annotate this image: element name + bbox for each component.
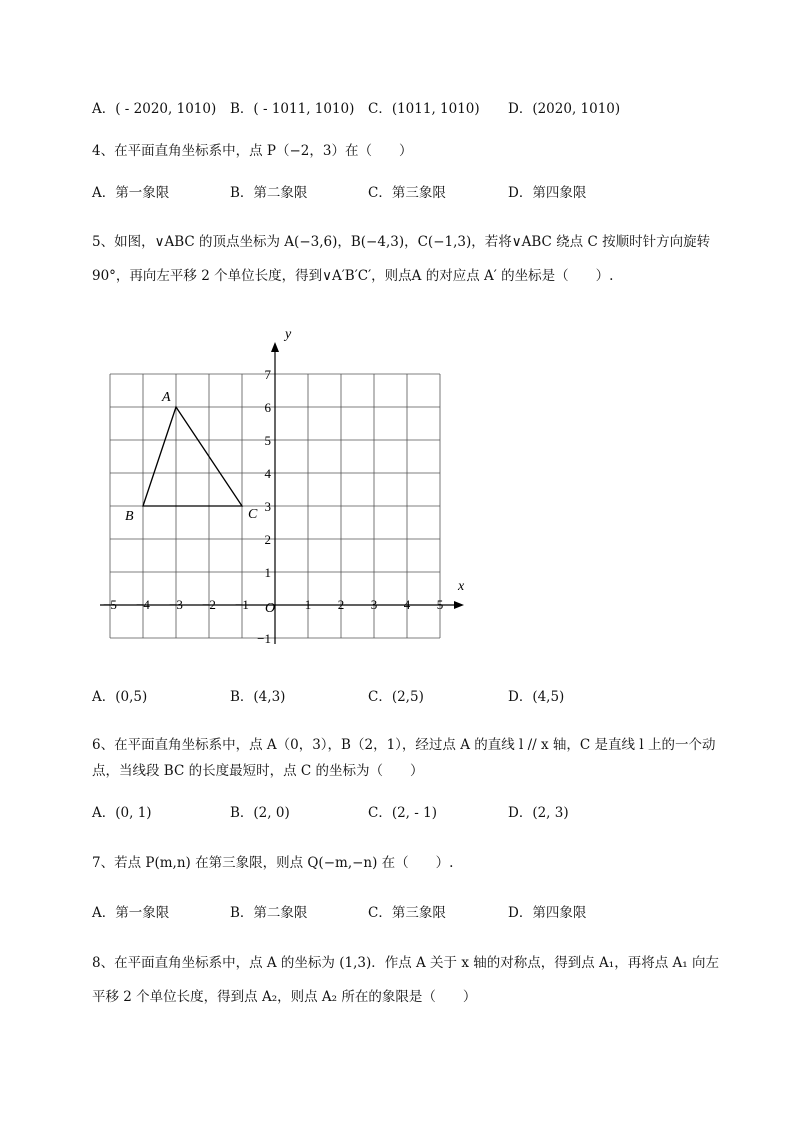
- x-tick-label: 4: [403, 597, 411, 612]
- origin-label: O: [265, 601, 276, 616]
- q6-option-a: A．(0, 1): [92, 805, 152, 821]
- q4-stem: 4、在平面直角坐标系中，点 P（−2，3）在（ ）: [92, 143, 413, 159]
- q6-stem-line2: 点，当线段 BC 的长度最短时，点 C 的坐标为（ ）: [92, 763, 424, 779]
- x-axis-arrow: [454, 601, 464, 609]
- q5-stem-line1: 5、如图，∨ABC 的顶点坐标为 A(−3,6)，B(−4,3)，C(−1,3)，若将∨ABC 绕点 C 按顺时针方向旋转: [92, 234, 711, 250]
- q4-option-a: A．第一象限: [92, 185, 170, 201]
- q6-option-b: B．(2, 0): [230, 805, 290, 821]
- x-tick-label: 3: [370, 597, 378, 612]
- q5-option-d: D．(4,5): [508, 689, 565, 705]
- x-tick-label: −5: [103, 597, 117, 612]
- y-tick-label: −1: [257, 631, 271, 646]
- x-tick-label: −4: [136, 597, 150, 612]
- q5-coordinate-figure: [95, 320, 475, 650]
- x-tick-label: −2: [202, 597, 216, 612]
- y-tick-label: 6: [264, 400, 271, 415]
- x-tick-label: 5: [436, 597, 444, 612]
- q5-figure-svg: [95, 320, 475, 650]
- y-axis-arrow: [271, 342, 279, 352]
- q6-option-d: D．(2, 3): [508, 805, 569, 821]
- y-tick-label: 1: [264, 565, 271, 580]
- q3-option-a: A．( - 2020, 1010): [92, 101, 217, 117]
- q4-option-d: D．第四象限: [508, 185, 587, 201]
- triangle-abc: [125, 390, 258, 524]
- x-tick-label: 2: [337, 597, 345, 612]
- q8-stem-line2: 平移 2 个单位长度，得到点 A₂，则点 A₂ 所在的象限是（ ）: [92, 989, 477, 1005]
- y-axis-label: y: [285, 327, 292, 342]
- x-tick-label: −3: [169, 597, 183, 612]
- vertex-label-c: C: [248, 507, 258, 522]
- x-tick-label: −1: [235, 597, 249, 612]
- y-tick-label: 7: [264, 367, 271, 382]
- q5-option-b: B．(4,3): [230, 689, 286, 705]
- q5-option-c: C．(2,5): [368, 689, 424, 705]
- x-tick-label: 1: [304, 597, 312, 612]
- x-axis-label: x: [458, 579, 465, 594]
- q7-option-a: A．第一象限: [92, 905, 170, 921]
- q3-option-b: B．( - 1011, 1010): [230, 101, 355, 117]
- q8-stem-line1: 8、在平面直角坐标系中，点 A 的坐标为 (1,3)．作点 A 关于 x 轴的对称点，得到点 A₁，再将点 A₁ 向左: [92, 955, 719, 971]
- q7-option-b: B．第二象限: [230, 905, 308, 921]
- q4-option-b: B．第二象限: [230, 185, 308, 201]
- y-tick-label: 2: [264, 532, 271, 547]
- q5-option-a: A．(0,5): [92, 689, 148, 705]
- q6-option-c: C．(2, - 1): [368, 805, 437, 821]
- q5-stem-line2: 90°，再向左平移 2 个单位长度，得到∨A′B′C′，则点A 的对应点 A′ 的坐标是（ ）.: [92, 268, 614, 284]
- q3-option-c: C．(1011, 1010): [368, 101, 480, 117]
- q4-option-c: C．第三象限: [368, 185, 446, 201]
- y-tick-label: 3: [264, 499, 271, 514]
- triangle-outline: [143, 407, 242, 506]
- vertex-label-a: A: [162, 390, 171, 405]
- y-tick-label: 5: [264, 433, 271, 448]
- q6-stem-line1: 6、在平面直角坐标系中，点 A（0，3），B（2，1），经过点 A 的直线 l // x 轴，C 是直线 l 上的一个动: [92, 737, 716, 753]
- q7-option-c: C．第三象限: [368, 905, 446, 921]
- q7-stem: 7、若点 P(m,n) 在第三象限，则点 Q(−m,−n) 在（ ）.: [92, 855, 454, 871]
- y-tick-label: 4: [264, 466, 271, 481]
- q7-option-d: D．第四象限: [508, 905, 587, 921]
- q3-option-d: D．(2020, 1010): [508, 101, 621, 117]
- vertex-label-b: B: [125, 509, 134, 524]
